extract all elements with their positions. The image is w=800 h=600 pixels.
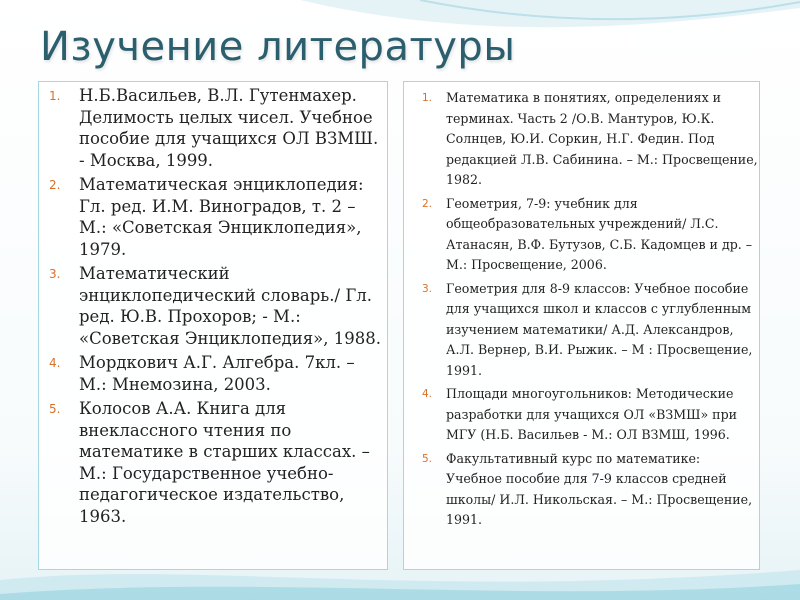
list-number: 4. <box>422 388 433 400</box>
list-item <box>49 352 385 395</box>
list-item-text: Математический энциклопедический словарь./ Гл. ред. Ю.В. Прохоров; - М.: «Советская Энциклопедия», 1988. <box>79 264 381 348</box>
list-item-text: Математическая энциклопедия: Гл. ред. И.М. Виноградов, т. 2 – М.: «Советская Энциклопедия», 1979. <box>79 175 364 259</box>
list-item <box>49 174 385 260</box>
list-item-text: Геометрия, 7-9: учебник для общеобразовательных учреждений/ Л.С. Атанасян, В.Ф. Бутузов, С.Б. Кадомцев и др. – М.: Просвещение, 2006. <box>446 195 753 272</box>
list-item-text: Геометрия для 8-9 классов: Учебное пособие для учащихся школ и классов с углубленным изучением математики/ А.Д. Александров, А.Л. Вернер, В.И. Рыжик. – М : Просвещение, 1991. <box>446 280 753 378</box>
list-number: 3. <box>422 282 433 295</box>
list-item <box>422 384 759 446</box>
list-number: 3. <box>49 267 61 281</box>
list-item-text: Площади многоугольников: Методические разработки для учащихся ОЛ «ВЗМШ» при МГУ (Н.Б. Васильев - М.: ОЛ ВЗМШ, 1996. <box>446 386 738 442</box>
left-reference-list <box>49 85 385 530</box>
list-item-text: Колосов А.А. Книга для внеклассного чтения по математике в старших классах. – М.: Государственное учебно-педагогическое издательство, 1963. <box>79 399 370 526</box>
list-item <box>422 279 759 382</box>
list-item <box>422 449 759 531</box>
list-number: 4. <box>49 356 61 370</box>
right-reference-list <box>422 88 759 534</box>
list-item-text: Факультативный курс по математике: Учебное пособие для 7-9 классов средней школы/ И.Л. Никольская. – М.: Просвещение, 1991. <box>446 450 753 527</box>
list-number: 1. <box>49 89 61 103</box>
list-item <box>49 398 385 527</box>
list-item <box>49 85 385 171</box>
list-item-text: Мордкович А.Г. Алгебра. 7кл. – М.: Мнемозина, 2003. <box>79 353 355 394</box>
list-number: 2. <box>49 178 61 192</box>
list-item-text: Математика в понятиях, определениях и терминах. Часть 2 /О.В. Мантуров, Ю.К. Солнцев, Ю.И. Соркин, Н.Г. Федин. Под редакцией Л.В. Сабинина. – М.: Просвещение, 1982. <box>446 90 758 187</box>
list-item <box>422 194 759 276</box>
list-number: 1. <box>422 92 433 104</box>
list-item <box>49 263 385 349</box>
left-reference-panel <box>38 81 388 570</box>
slide-title: Изучение литературы <box>40 24 516 70</box>
list-item-text: Н.Б.Васильев, В.Л. Гутенмахер. Делимость целых чисел. Учебное пособие для учащихся ОЛ ВЗМШ. - Москва, 1999. <box>79 86 379 170</box>
list-item <box>422 88 759 191</box>
list-number: 5. <box>49 402 61 416</box>
list-number: 5. <box>422 452 433 465</box>
right-reference-panel <box>403 81 760 570</box>
list-number: 2. <box>422 197 433 210</box>
